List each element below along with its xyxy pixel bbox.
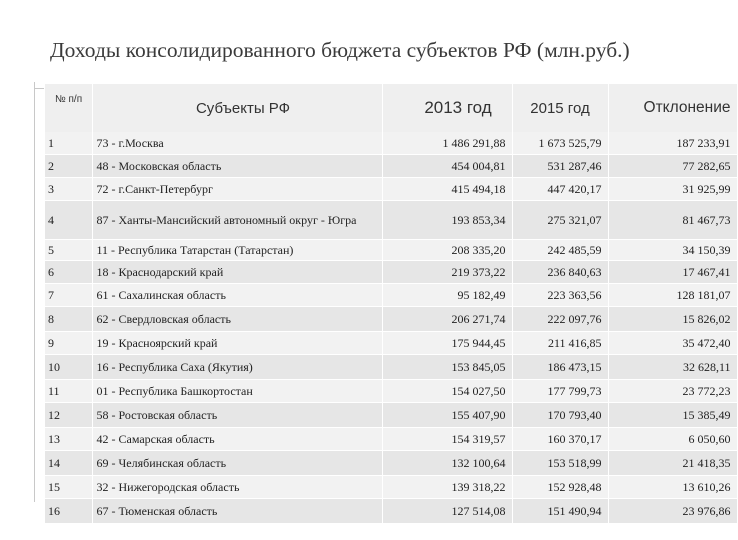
table-row	[45, 332, 737, 355]
row-number: 3	[45, 178, 92, 201]
row-deviation: 32 628,11	[608, 355, 737, 380]
table-row	[45, 355, 737, 380]
row-value-2013: 155 407,90	[382, 403, 512, 428]
header-year-2015: 2015 год	[512, 84, 608, 132]
row-value-2015: 222 097,76	[512, 307, 608, 332]
table-row	[45, 284, 737, 307]
row-number: 14	[45, 451, 92, 476]
table-header-row	[45, 84, 737, 132]
row-subject: 72 - г.Санкт-Петербург	[92, 178, 382, 201]
row-subject: 16 - Республика Саха (Якутия)	[92, 355, 382, 380]
row-value-2013: 454 004,81	[382, 155, 512, 178]
table-row	[45, 451, 737, 476]
row-subject: 42 - Самарская область	[92, 428, 382, 451]
row-number: 12	[45, 403, 92, 428]
row-subject: 01 - Республика Башкортостан	[92, 380, 382, 403]
row-deviation: 34 150,39	[608, 240, 737, 261]
row-subject: 32 - Нижегородская область	[92, 476, 382, 499]
row-value-2013: 1 486 291,88	[382, 132, 512, 155]
table-row	[45, 476, 737, 499]
table-row	[45, 403, 737, 428]
row-subject: 11 - Республика Татарстан (Татарстан)	[92, 240, 382, 261]
row-subject: 73 - г.Москва	[92, 132, 382, 155]
row-deviation: 23 976,86	[608, 499, 737, 524]
table-row	[45, 240, 737, 261]
row-number: 4	[45, 201, 92, 240]
row-value-2013: 132 100,64	[382, 451, 512, 476]
row-number: 8	[45, 307, 92, 332]
row-deviation: 128 181,07	[608, 284, 737, 307]
row-value-2015: 1 673 525,79	[512, 132, 608, 155]
row-deviation: 17 467,41	[608, 261, 737, 284]
table-row	[45, 132, 737, 155]
row-value-2015: 236 840,63	[512, 261, 608, 284]
row-value-2015: 152 928,48	[512, 476, 608, 499]
row-value-2013: 219 373,22	[382, 261, 512, 284]
table-row	[45, 178, 737, 201]
row-deviation: 187 233,91	[608, 132, 737, 155]
row-deviation: 35 472,40	[608, 332, 737, 355]
row-value-2015: 223 363,56	[512, 284, 608, 307]
row-deviation: 81 467,73	[608, 201, 737, 240]
table-body	[45, 132, 737, 524]
row-value-2013: 154 319,57	[382, 428, 512, 451]
row-value-2015: 531 287,46	[512, 155, 608, 178]
row-subject: 62 - Свердловская область	[92, 307, 382, 332]
row-value-2015: 170 793,40	[512, 403, 608, 428]
row-number: 7	[45, 284, 92, 307]
row-deviation: 31 925,99	[608, 178, 737, 201]
row-subject: 61 - Сахалинская область	[92, 284, 382, 307]
row-subject: 67 - Тюменская область	[92, 499, 382, 524]
row-value-2015: 186 473,15	[512, 355, 608, 380]
row-value-2013: 153 845,05	[382, 355, 512, 380]
row-value-2015: 211 416,85	[512, 332, 608, 355]
row-deviation: 15 826,02	[608, 307, 737, 332]
row-value-2015: 160 370,17	[512, 428, 608, 451]
row-value-2013: 206 271,74	[382, 307, 512, 332]
row-number: 5	[45, 240, 92, 261]
row-value-2013: 154 027,50	[382, 380, 512, 403]
header-deviation: Отклонение	[608, 84, 737, 132]
row-value-2015: 275 321,07	[512, 201, 608, 240]
row-subject: 48 - Московская область	[92, 155, 382, 178]
row-value-2015: 177 799,73	[512, 380, 608, 403]
row-deviation: 15 385,49	[608, 403, 737, 428]
row-value-2015: 242 485,59	[512, 240, 608, 261]
slide-frame-tick	[34, 88, 44, 89]
row-subject: 87 - Ханты-Мансийский автономный округ - Югра	[92, 201, 382, 240]
table-row	[45, 261, 737, 284]
row-deviation: 6 050,60	[608, 428, 737, 451]
row-number: 9	[45, 332, 92, 355]
table-row	[45, 428, 737, 451]
row-number: 15	[45, 476, 92, 499]
table-row	[45, 380, 737, 403]
row-number: 1	[45, 132, 92, 155]
row-deviation: 13 610,26	[608, 476, 737, 499]
row-deviation: 23 772,23	[608, 380, 737, 403]
row-number: 6	[45, 261, 92, 284]
row-value-2013: 208 335,20	[382, 240, 512, 261]
row-number: 13	[45, 428, 92, 451]
row-value-2013: 127 514,08	[382, 499, 512, 524]
table-row	[45, 499, 737, 524]
row-number: 11	[45, 380, 92, 403]
header-subject: Субъекты РФ	[92, 84, 382, 132]
row-number: 10	[45, 355, 92, 380]
budget-table	[45, 84, 738, 524]
row-deviation: 77 282,65	[608, 155, 737, 178]
table-row	[45, 201, 737, 240]
row-value-2015: 447 420,17	[512, 178, 608, 201]
row-deviation: 21 418,35	[608, 451, 737, 476]
row-number: 16	[45, 499, 92, 524]
row-value-2013: 95 182,49	[382, 284, 512, 307]
slide-title: Доходы консолидированного бюджета субъектов РФ (млн.руб.)	[50, 38, 630, 62]
row-value-2015: 153 518,99	[512, 451, 608, 476]
row-value-2013: 139 318,22	[382, 476, 512, 499]
row-value-2013: 415 494,18	[382, 178, 512, 201]
slide-frame-line	[34, 82, 35, 502]
row-number: 2	[45, 155, 92, 178]
row-value-2013: 193 853,34	[382, 201, 512, 240]
header-year-2013: 2013 год	[382, 84, 512, 132]
row-subject: 69 - Челябинская область	[92, 451, 382, 476]
row-subject: 58 - Ростовская область	[92, 403, 382, 428]
row-value-2013: 175 944,45	[382, 332, 512, 355]
row-value-2015: 151 490,94	[512, 499, 608, 524]
row-subject: 18 - Краснодарский край	[92, 261, 382, 284]
header-number: № п/п	[45, 84, 92, 132]
table-row	[45, 307, 737, 332]
row-subject: 19 - Красноярский край	[92, 332, 382, 355]
table-row	[45, 155, 737, 178]
